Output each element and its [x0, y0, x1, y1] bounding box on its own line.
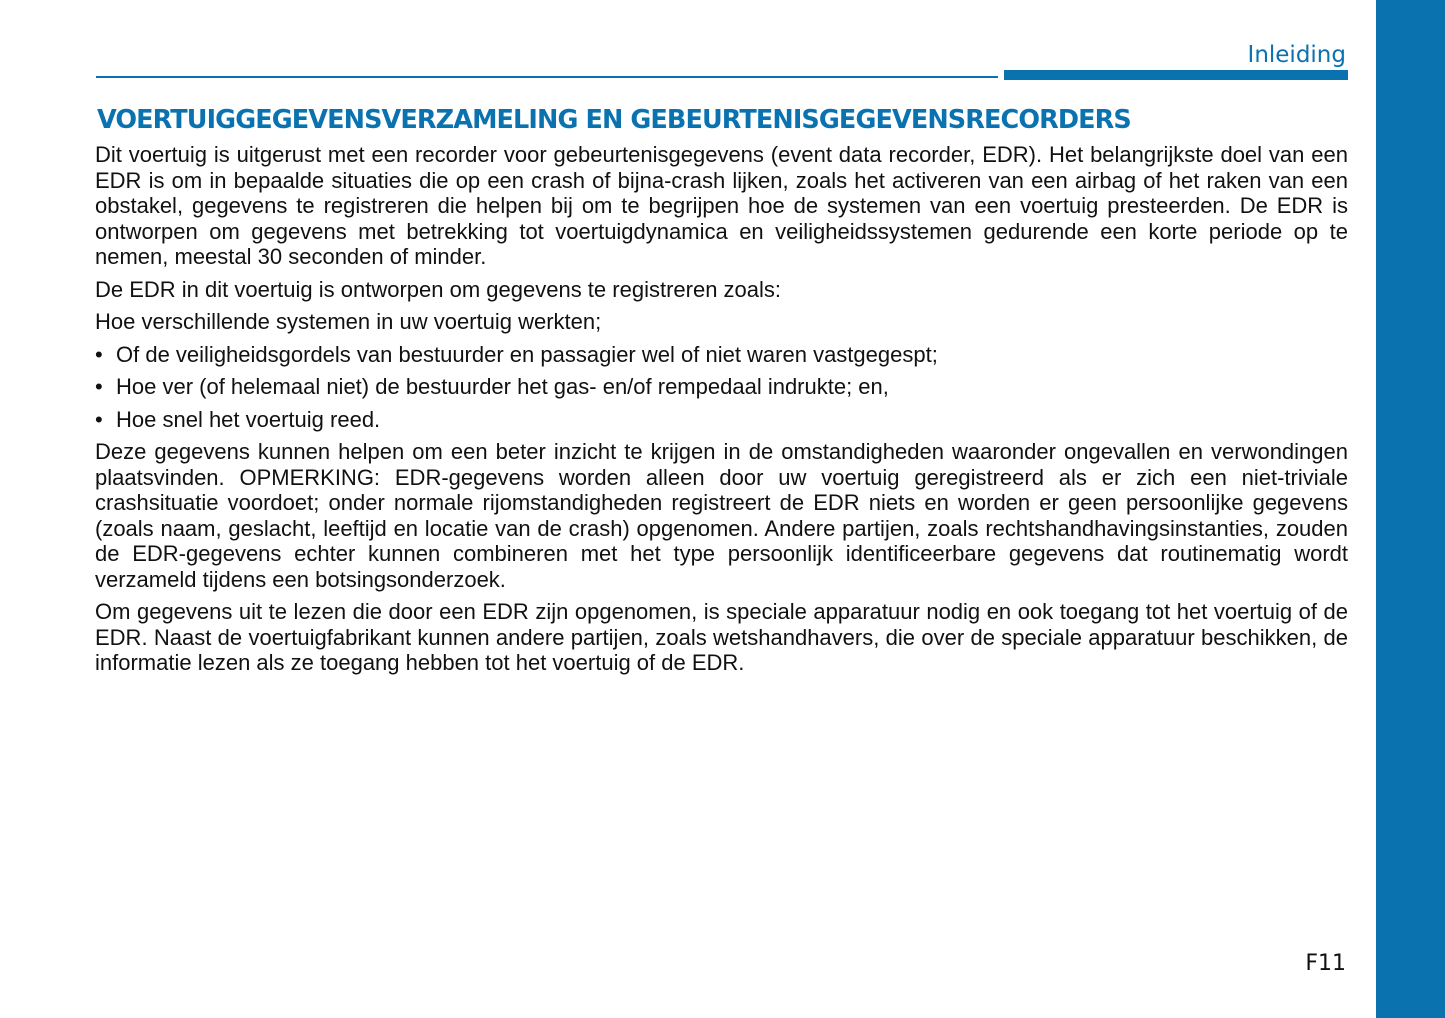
- body-content: [95, 142, 1348, 683]
- header-rule-thick: [1004, 70, 1348, 80]
- header-rule-thin: [96, 76, 998, 78]
- bullet-icon: •: [95, 341, 103, 367]
- paragraph-intro: Dit voertuig is uitgerust met een recorder voor gebeurtenisgegevens (event data recorder, EDR). Het belangrijkste doel van een EDR is om in bepaalde situaties die op een crash of bijna-crash lijken, zoals het activeren van een airbag of het raken van een obstakel, gegevens te registreren die helpen bij om te begrijpen hoe de systemen van een voertuig presteerden. De EDR is ontworpen om gegevens met betrekking tot voertuigdynamica en veiligheidssystemen gedurende een korte periode op te nemen, meestal 30 seconden of minder.: [95, 142, 1348, 269]
- bullet-list: [95, 342, 1348, 433]
- page-heading: VOERTUIGGEGEVENSVERZAMELING EN GEBEURTENISGEGEVENSRECORDERS: [97, 105, 1131, 135]
- section-title: Inleiding: [1247, 42, 1346, 68]
- paragraph-insight: Deze gegevens kunnen helpen om een beter inzicht te krijgen in de omstandigheden waaronder ongevallen en verwondingen plaatsvinden. OPMERKING: EDR-gegevens worden alleen door uw voertuig geregistreerd als er zich een niet-triviale crashsituatie voordoet; onder normale rijomstandigheden registreert de EDR niets en worden er geen persoonlijke gegevens (zoals naam, geslacht, leeftijd en locatie van de crash) opgenomen. Andere partijen, zoals rechtshandhavingsinstanties, zouden de EDR-gegevens echter kunnen combineren met het type persoonlijk identificeerbare gegevens dat routinematig wordt verzameld tijdens een botsingsonderzoek.: [95, 439, 1348, 592]
- list-item: [95, 342, 1348, 368]
- list-item: [95, 374, 1348, 400]
- list-item-text: Hoe ver (of helemaal niet) de bestuurder het gas- en/of rempedaal indrukte; en,: [116, 374, 889, 399]
- list-item-text: Of de veiligheidsgordels van bestuurder en passagier wel of niet waren vastgegespt;: [116, 341, 938, 367]
- page-number: F11: [1305, 951, 1346, 976]
- bullet-icon: •: [95, 374, 103, 399]
- list-item: [95, 407, 1348, 433]
- paragraph-edr-records: De EDR in dit voertuig is ontworpen om gegevens te registreren zoals:: [95, 276, 782, 302]
- bullet-icon: •: [95, 406, 103, 432]
- paragraph-reading: Om gegevens uit te lezen die door een EDR zijn opgenomen, is speciale apparatuur nodig en ook toegang tot het voertuig of de EDR. Naast de voertuigfabrikant kunnen andere partijen, zoals wetshandhavers, die over de speciale apparatuur beschikken, de informatie lezen als ze toegang hebben tot het voertuig of de EDR.: [95, 599, 1348, 675]
- side-color-band: [1376, 0, 1445, 1018]
- list-item-text: Hoe snel het voertuig reed.: [116, 406, 381, 432]
- paragraph-systems: Hoe verschillende systemen in uw voertuig werkten;: [95, 309, 602, 334]
